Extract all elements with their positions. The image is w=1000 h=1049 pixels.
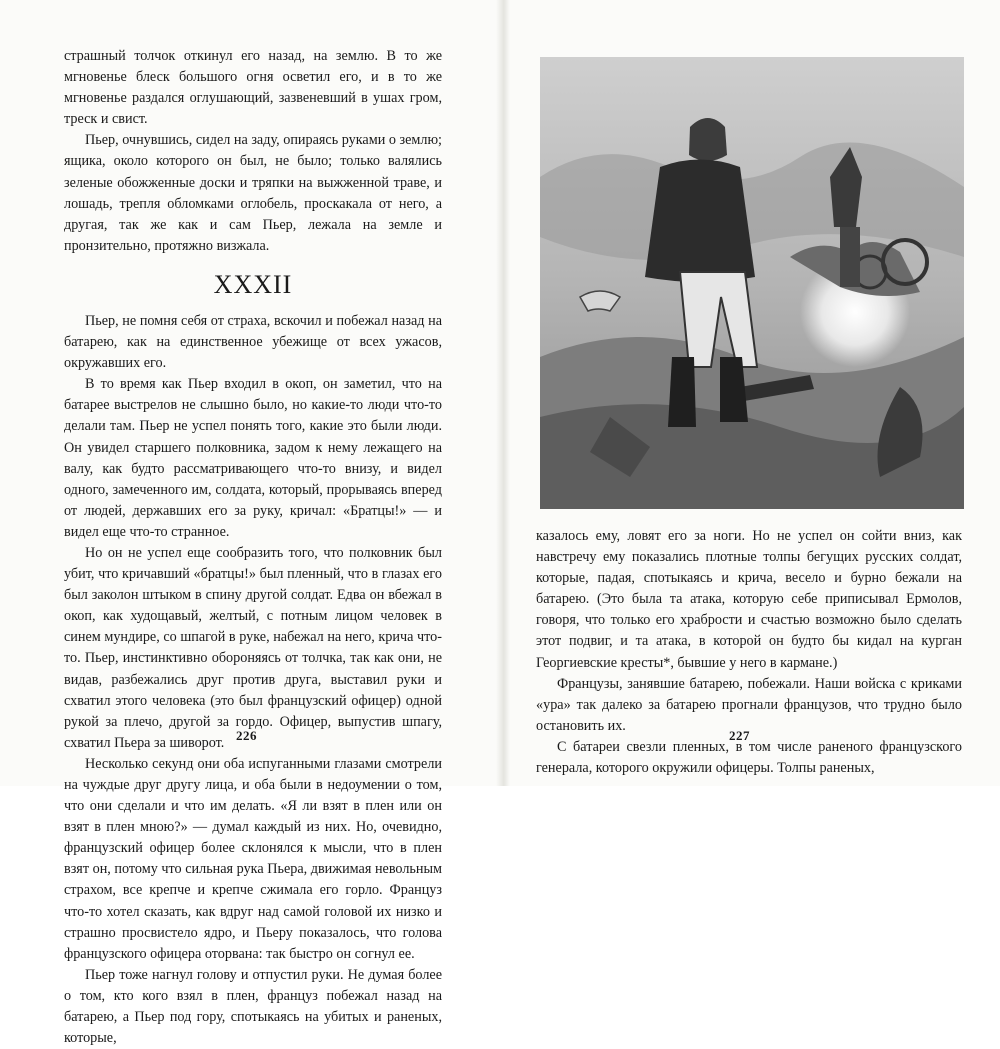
paragraph: Пьер, очнувшись, сидел на заду, опираясь руками о землю; ящика, около которого он был, не было; только валялись зеленые обожженные доски и тряпки на выжженной траве, и лошадь, трепля обломками оглобель, проскакала от него, а другая, так же как и сам Пьер, лежала на земле и пронзительно, протяжно визжала. [64, 132, 442, 254]
illustration-drawing [540, 57, 964, 509]
paragraph: Французы, занявшие батарею, побежали. Наши войска с криками «ура» так далеко за батарею прогнали французов, что трудно было остановить их. [536, 675, 962, 734]
paragraph: Но он не успел еще сообразить того, что полковник был убит, что кричавший «братцы!» был пленный, что в глазах его был заколон штыком в спину другой солдат. Едва он вбежал в окоп, как худощавый, желтый, с потным лицом человек в синем мундире, со шпагой в руке, набежал на него, крича что-то. Пьер, инстинктивно обороняясь от толчка, так как они, не видав, разбежались друг против друга, выставил руки и схватил этого человека (это был французский офицер) одной рукой за плечо, другой за гордо. Офицер, выпустив шпагу, схватил Пьера за шиворот. [64, 544, 442, 751]
book-gutter [496, 0, 510, 786]
paragraph: Несколько секунд они оба испуганными глазами смотрели на чуждые друг другу лица, и оба были в недоумении о том, что они сделали и что им делать. «Я ли взят в плен или он взят в плен мною?» — думал каждый из них. Но, очевидно, французский офицер более склонялся к мысли, что в плен взят он, потому что сильная рука Пьера, движимая невольным страхом, все крепче и крепче сжимала его горло. Француз что-то хотел сказать, как вдруг над самой головой их низко и страшно просвистело ядро, и Пьеру показалось, что голова французского офицера оторвана: так быстро он согнул ее. [64, 755, 442, 962]
left-page [0, 0, 496, 1047]
left-text-column [64, 46, 442, 1049]
paragraph: Пьер, не помня себя от страха, вскочил и побежал назад на батарею, как на единственное убежище от всех ужасов, окружавших его. [64, 312, 442, 372]
paragraph: В то время как Пьер входил в окоп, он заметил, что на батарее выстрелов не слышно было, но какие-то люди что-то делали там. Пьер не успел понять того, какие это были люди. Он увидел старшего полковника, задом к нему лежащего на валу, как будто рассматривающего что-то внизу, и видел одного, замеченного им, солдата, который, прорываясь вперед от людей, державших его за руку, кричал: «Братцы!» — и видел еще что-то странное. [64, 376, 442, 540]
page-number-right: 227 [729, 728, 750, 743]
paragraph: Пьер тоже нагнул голову и отпустил руки. Не думая более о том, кто кого взял в плен, француз побежал назад на батарею, а Пьер под гору, спотыкаясь на убитых и раненых, которые, [64, 966, 442, 1047]
paragraph: казалось ему, ловят его за ноги. Но не успел он сойти вниз, как навстречу ему показались плотные толпы бегущих русских солдат, которые, падая, спотыкаясь и крича, весело и бурно бежали на батарею. (Это была та атака, которую себе приписывал Ермолов, говоря, что только его храбрости и счастью возможно было сделать этот подвиг, и та атака, в которой он будто бы кидал на курган Георгиевские кресты*, бывшие у него в кармане.) [536, 528, 962, 671]
page-number-left: 226 [236, 728, 257, 743]
paragraph: С батареи свезли пленных, в том числе раненого французского генерала, которого окружили офицеры. Толпы раненых, [536, 738, 962, 777]
right-page [510, 0, 1000, 786]
battle-illustration [540, 57, 964, 509]
chapter-title: XXXII [213, 269, 293, 299]
paragraph: страшный толчок откинул его назад, на землю. В то же мгновенье блеск большого огня осветил его, и в то же мгновенье раздался оглушающий, зазвеневший в ушах гром, треск и свист. [64, 48, 442, 128]
